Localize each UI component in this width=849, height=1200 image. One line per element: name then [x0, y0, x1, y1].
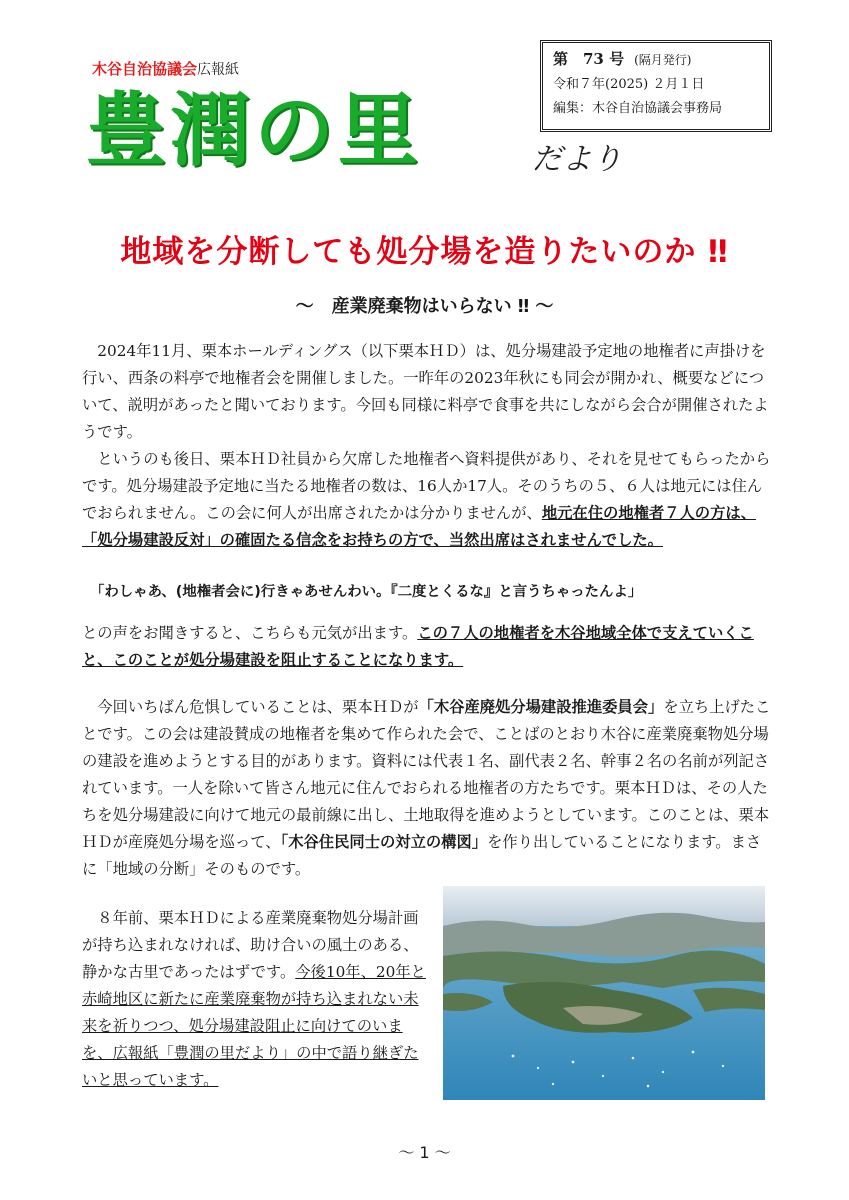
paragraph-3-text: との声をお聞きすると、こちらも元気が出ます。 — [82, 624, 418, 642]
paragraph-2-text: というのも後日、栗本ＨＤ社員から欠席した地権者へ資料提供があり、それを見せてもらったからです。処分場建設予定地に当たる地権者の数は、16人か17人。そのうちの５、６人は地元には住んでおられません。この会に何人が出席されたかは分かりませんが、 — [82, 450, 771, 522]
issue-frequency: (隔月発行) — [634, 53, 692, 67]
page-number: ～ 1 ～ — [398, 1143, 451, 1162]
paragraph-4-text-b: を立ち上げたことです。この会は建設賛成の地権者を集めて作られた会で、ことばのとおり木谷に産業廃棄物処分場の建設を進めようとする目的があります。資料には代表１名、副代表２名、幹事２名の名前が列記されています。一人を除いて皆さん地元に住んでおられる地権者の方たちです。栗本ＨＤは、その人たちを処分場建設に向けて地元の最前線に出し、土地取得を進めようとしています。このことは、栗本ＨＤが産廃処分場を巡って、 — [82, 698, 771, 851]
conflict-phrase: 「木谷住民同士の対立の構図」 — [280, 833, 488, 851]
paragraph-4-text-a: 今回いちばん危惧していることは、栗本ＨＤが — [97, 698, 419, 716]
issue-info-box — [540, 40, 772, 132]
paragraph-5-text: ８年前、栗本ＨＤによる産業廃棄物処分場計画が持ち込まれなければ、助け合いの風土のある、静かな古里であったはずです。 — [82, 909, 419, 981]
organization-name: 木谷自治協議会 — [92, 60, 198, 78]
issue-date: 令和７年(2025) ２月１日 — [553, 77, 705, 92]
paragraph-2-emphasis: 地元在住の地権者７人の方は、「処分場建設反対」の確固たる信念をお持ちの方で、当然出席はされませんでした。 — [82, 504, 756, 549]
subheadline: ～ 産業廃棄物はいらない ‼ ～ — [295, 296, 554, 317]
resident-quote: 「わしゃあ、(地権者会に)行きゃあせんわい。『二度とくるな』と言うちゃったんよ」 — [90, 584, 643, 600]
paragraph-3 — [82, 620, 772, 674]
article-body-top — [82, 338, 772, 554]
article-body-middle — [82, 620, 772, 674]
masthead-title: 豊潤の里 — [86, 84, 422, 177]
paragraph-5 — [82, 905, 432, 1094]
organization-suffix: 広報紙 — [197, 62, 240, 78]
headline: 地域を分断しても処分場を造りたいのか ‼ — [120, 234, 729, 270]
issue-number: 第 73 号 — [553, 50, 625, 68]
paragraph-4-text-c: を作り出していることになります。まさに「地域の分断」そのものです。 — [82, 833, 762, 878]
committee-name: 「木谷産廃処分場建設推進委員会」 — [418, 698, 664, 716]
closing-column — [82, 905, 432, 1094]
paragraph-3-emphasis: この７人の地権者を木谷地域全体で支えていくこと、このことが処分場建設を阻止することになります。 — [82, 624, 754, 669]
aerial-coast-illustration — [443, 886, 765, 1100]
issue-editor: 編集：木谷自治協議会事務局 — [553, 101, 723, 116]
paragraph-1: 2024年11月、栗本ホールディングス（以下栗本ＨＤ）は、処分場建設予定地の地権者に声掛けを行い、西条の料亭で地権者会を開催しました。一昨年の2023年秋にも同会が開かれ、概要などについて、説明があったと聞いております。今回も同様に料亭で食事を共にしながら会合が開催されたようです。 — [82, 342, 769, 441]
article-body-bottom — [82, 694, 772, 883]
paragraph-2 — [82, 446, 772, 554]
masthead-subtitle: だより — [532, 142, 622, 177]
paragraph-4 — [82, 694, 772, 883]
organization-label — [92, 58, 239, 79]
paragraph-5-emphasis: 今後10年、20年と赤崎地区に新たに産業廃棄物が持ち込まれない未来を祈りつつ、処分場建設阻止に向けてのいまを、広報紙「豊潤の里だより」の中で語り継ぎたいと思っています。 — [82, 963, 426, 1089]
aerial-coast-photo — [443, 886, 765, 1100]
